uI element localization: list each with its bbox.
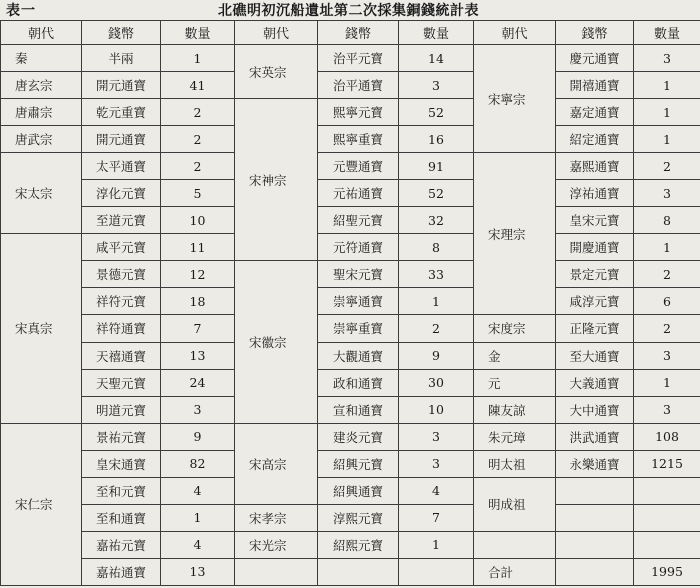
col-header: 朝代 [1,21,82,45]
quantity-cell: 33 [399,261,474,288]
quantity-cell: 3 [161,396,235,423]
quantity-cell: 18 [161,288,235,315]
table-row [1,504,700,531]
coin-cell: 景德元寶 [82,261,161,288]
quantity-cell: 3 [399,423,474,450]
coin-cell: 淳化元寶 [82,180,161,207]
quantity-cell: 3 [634,396,700,423]
coin-cell [318,558,399,585]
header-row [1,21,700,45]
quantity-cell: 12 [161,261,235,288]
coin-cell: 元符通寶 [318,234,399,261]
quantity-cell: 1 [634,234,700,261]
coin-cell: 嘉定通寶 [556,99,634,126]
coin-cell: 祥符元寶 [82,288,161,315]
coin-cell: 半兩 [82,45,161,72]
quantity-cell: 1995 [634,558,700,585]
coin-cell: 景定元寶 [556,261,634,288]
coin-cell: 熙寧元寶 [318,99,399,126]
dynasty-cell [474,531,556,558]
quantity-cell: 1215 [634,450,700,477]
coin-cell: 景祐元寶 [82,423,161,450]
coin-cell [556,558,634,585]
quantity-cell: 5 [161,180,235,207]
coin-cell: 元豐通寶 [318,153,399,180]
col-header: 數量 [634,21,700,45]
coin-cell: 淳熙元寶 [318,504,399,531]
quantity-cell: 7 [399,504,474,531]
coin-cell: 開禧通寶 [556,72,634,99]
quantity-cell: 1 [634,369,700,396]
dynasty-cell: 金 [474,342,556,369]
quantity-cell: 4 [161,477,235,504]
quantity-cell [634,477,700,504]
dynasty-cell: 宋寧宗 [474,45,556,153]
quantity-cell: 16 [399,126,474,153]
coin-cell: 大中通寶 [556,396,634,423]
quantity-cell: 14 [399,45,474,72]
coin-cell: 紹聖元寶 [318,207,399,234]
coin-cell: 嘉祐元寶 [82,531,161,558]
coin-cell: 至和元寶 [82,477,161,504]
coin-cell: 建炎元寶 [318,423,399,450]
coin-cell: 天禧通寶 [82,342,161,369]
table-row [1,342,700,369]
quantity-cell: 11 [161,234,235,261]
quantity-cell: 1 [161,504,235,531]
dynasty-cell: 唐武宗 [1,126,82,153]
table-body [1,45,700,586]
table-row [1,315,700,342]
quantity-cell: 9 [161,423,235,450]
dynasty-cell: 宋太宗 [1,153,82,234]
dynasty-cell: 宋高宗 [235,423,318,504]
table-row [1,180,700,207]
table-row [1,126,700,153]
quantity-cell: 91 [399,153,474,180]
quantity-cell [634,504,700,531]
dynasty-cell: 宋神宗 [235,99,318,261]
dynasty-cell: 宋英宗 [235,45,318,99]
quantity-cell: 3 [399,450,474,477]
coin-cell: 熙寧重寶 [318,126,399,153]
coin-cell: 永樂通寶 [556,450,634,477]
table-row [1,531,700,558]
col-header: 朝代 [474,21,556,45]
coin-cell: 元祐通寶 [318,180,399,207]
quantity-cell: 9 [399,342,474,369]
col-header: 錢幣 [556,21,634,45]
quantity-cell: 24 [161,369,235,396]
coin-cell [556,531,634,558]
quantity-cell: 4 [161,531,235,558]
quantity-cell: 1 [634,72,700,99]
coin-cell: 皇宋元寶 [556,207,634,234]
quantity-cell: 3 [634,342,700,369]
quantity-cell: 1 [399,288,474,315]
coin-cell: 開元通寶 [82,126,161,153]
coin-cell: 咸淳元寶 [556,288,634,315]
quantity-cell: 108 [634,423,700,450]
quantity-cell: 82 [161,450,235,477]
quantity-cell: 1 [634,99,700,126]
dynasty-cell: 宋光宗 [235,531,318,558]
col-header: 數量 [399,21,474,45]
coin-cell: 嘉祐通寶 [82,558,161,585]
coin-cell: 宣和通寶 [318,396,399,423]
quantity-cell: 8 [399,234,474,261]
table-row [1,207,700,234]
dynasty-cell: 宋理宗 [474,153,556,315]
coin-cell: 明道元寶 [82,396,161,423]
dynasty-cell: 宋仁宗 [1,423,82,585]
coin-cell: 慶元通寶 [556,45,634,72]
quantity-cell: 2 [161,126,235,153]
dynasty-cell: 明成祖 [474,477,556,531]
coin-cell: 皇宋通寶 [82,450,161,477]
coin-cell: 聖宋元寶 [318,261,399,288]
quantity-cell: 32 [399,207,474,234]
coin-cell: 至大通寶 [556,342,634,369]
coin-cell: 政和通寶 [318,369,399,396]
table-row [1,423,700,450]
coin-cell: 大義通寶 [556,369,634,396]
table-row [1,396,700,423]
coin-cell: 紹興元寶 [318,450,399,477]
quantity-cell: 8 [634,207,700,234]
dynasty-cell: 宋度宗 [474,315,556,342]
quantity-cell [634,531,700,558]
quantity-cell: 3 [634,180,700,207]
coin-cell: 崇寧通寶 [318,288,399,315]
quantity-cell: 2 [634,315,700,342]
coin-cell: 至和通寶 [82,504,161,531]
dynasty-cell: 宋孝宗 [235,504,318,531]
table-row [1,477,700,504]
coin-cell: 紹熙元寶 [318,531,399,558]
quantity-cell: 52 [399,99,474,126]
table-row [1,45,700,72]
dynasty-cell: 朱元璋 [474,423,556,450]
quantity-cell: 2 [634,261,700,288]
coin-cell: 開慶通寶 [556,234,634,261]
quantity-cell: 1 [161,45,235,72]
quantity-cell: 41 [161,72,235,99]
coin-cell [556,477,634,504]
quantity-cell: 13 [161,342,235,369]
col-header: 錢幣 [318,21,399,45]
coin-cell: 淳祐通寶 [556,180,634,207]
quantity-cell: 2 [399,315,474,342]
coin-cell: 洪武通寶 [556,423,634,450]
table-row [1,450,700,477]
quantity-cell: 10 [399,396,474,423]
quantity-cell: 2 [161,153,235,180]
dynasty-cell: 宋真宗 [1,234,82,423]
table-row [1,288,700,315]
coin-cell: 至道元寶 [82,207,161,234]
coin-cell: 咸平元寶 [82,234,161,261]
quantity-cell: 1 [399,531,474,558]
coin-cell: 祥符通寶 [82,315,161,342]
quantity-cell: 3 [634,45,700,72]
table-row [1,369,700,396]
dynasty-cell: 陳友諒 [474,396,556,423]
coin-cell: 乾元重寶 [82,99,161,126]
dynasty-cell: 唐玄宗 [1,72,82,99]
table-row [1,72,700,99]
quantity-cell: 1 [634,126,700,153]
quantity-cell: 52 [399,180,474,207]
col-header: 朝代 [235,21,318,45]
dynasty-cell: 秦 [1,45,82,72]
quantity-cell: 4 [399,477,474,504]
coin-cell: 崇寧重寶 [318,315,399,342]
coin-cell: 治平通寶 [318,72,399,99]
table-row [1,234,700,261]
col-header: 錢幣 [82,21,161,45]
coin-cell: 紹定通寶 [556,126,634,153]
table-row [1,153,700,180]
dynasty-cell: 合計 [474,558,556,585]
coin-cell: 治平元寶 [318,45,399,72]
table-row [1,558,700,585]
coin-cell: 天聖元寶 [82,369,161,396]
quantity-cell: 2 [161,99,235,126]
dynasty-cell: 明太祖 [474,450,556,477]
col-header: 數量 [161,21,235,45]
dynasty-cell: 唐肅宗 [1,99,82,126]
coin-cell: 大觀通寶 [318,342,399,369]
quantity-cell: 2 [634,153,700,180]
table-title: 北礁明初沉船遺址第二次採集銅錢統計表 [218,3,479,19]
coin-cell: 嘉熙通寶 [556,153,634,180]
quantity-cell: 10 [161,207,235,234]
coin-cell: 太平通寶 [82,153,161,180]
coin-cell: 紹興通寶 [318,477,399,504]
coin-cell: 開元通寶 [82,72,161,99]
table-row [1,99,700,126]
quantity-cell: 30 [399,369,474,396]
dynasty-cell: 元 [474,369,556,396]
quantity-cell: 7 [161,315,235,342]
coin-statistics-table [0,20,700,586]
quantity-cell: 3 [399,72,474,99]
table-label: 表一 [6,3,36,19]
quantity-cell: 13 [161,558,235,585]
quantity-cell: 6 [634,288,700,315]
dynasty-cell [235,558,318,585]
quantity-cell [399,558,474,585]
coin-cell: 正隆元寶 [556,315,634,342]
coin-cell [556,504,634,531]
dynasty-cell: 宋徽宗 [235,261,318,423]
table-row [1,261,700,288]
